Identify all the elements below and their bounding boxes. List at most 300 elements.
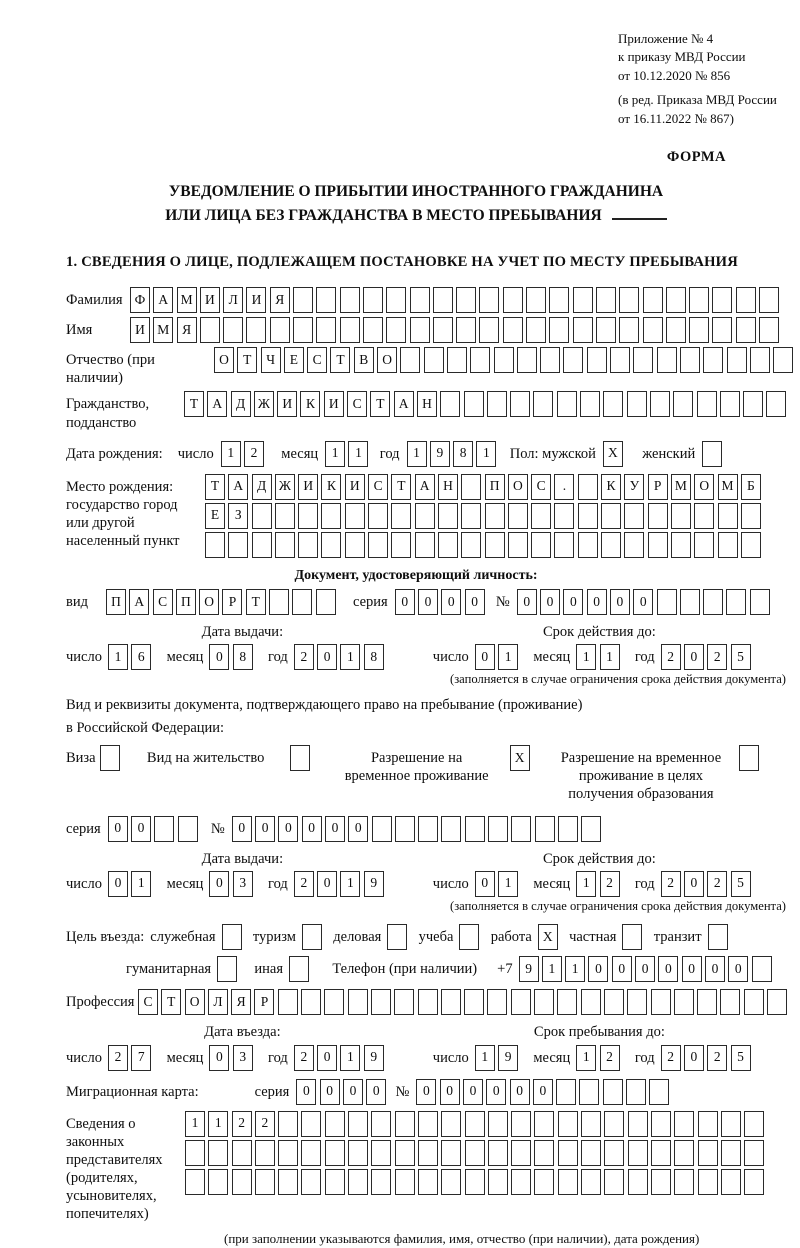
profession-cell[interactable] — [697, 989, 717, 1015]
birth-place-cell[interactable]: П — [485, 474, 505, 500]
resid-valid-day-cell[interactable]: 0 — [475, 871, 495, 897]
surname-cell[interactable]: Я — [270, 287, 290, 313]
birth-place-cell[interactable] — [694, 503, 714, 529]
birth-place-cell[interactable] — [694, 532, 714, 558]
birth-year-cell[interactable]: 1 — [476, 441, 496, 467]
surname-cell[interactable] — [410, 287, 430, 313]
stay-year-cell[interactable]: 5 — [731, 1045, 751, 1071]
migration-number-cell[interactable]: 0 — [440, 1079, 460, 1105]
phone-digit-cell[interactable]: 9 — [519, 956, 539, 982]
surname-cell[interactable] — [712, 287, 732, 313]
birth-place-cell[interactable]: Н — [438, 474, 458, 500]
representative-cell[interactable]: 1 — [208, 1111, 228, 1137]
representative-cell[interactable] — [534, 1140, 554, 1166]
representative-cell[interactable] — [208, 1169, 228, 1195]
valid-year-cell[interactable]: 2 — [661, 644, 681, 670]
birth-place-cell[interactable] — [391, 503, 411, 529]
profession-cell[interactable] — [301, 989, 321, 1015]
patronymic-cell[interactable] — [540, 347, 560, 373]
migration-number-cell[interactable] — [626, 1079, 646, 1105]
patronymic-cell[interactable] — [470, 347, 490, 373]
purpose-tourism-checkbox[interactable] — [302, 924, 322, 950]
birth-place-cell[interactable] — [741, 532, 761, 558]
surname-cell[interactable]: И — [200, 287, 220, 313]
patronymic-cell[interactable] — [727, 347, 747, 373]
phone-digit-cell[interactable]: 0 — [705, 956, 725, 982]
doc-number-cell[interactable] — [750, 589, 770, 615]
purpose-business-checkbox[interactable] — [387, 924, 407, 950]
birth-place-cell[interactable]: З — [228, 503, 248, 529]
valid-month-cell[interactable]: 1 — [576, 644, 596, 670]
profession-cell[interactable]: Р — [254, 989, 274, 1015]
valid-month-cell[interactable]: 1 — [600, 644, 620, 670]
profession-cell[interactable] — [651, 989, 671, 1015]
surname-cell[interactable] — [386, 287, 406, 313]
patronymic-cell[interactable] — [750, 347, 770, 373]
stay-month-cell[interactable]: 2 — [600, 1045, 620, 1071]
birth-month-cell[interactable]: 1 — [348, 441, 368, 467]
given-name-cell[interactable] — [549, 317, 569, 343]
representative-cell[interactable] — [744, 1169, 764, 1195]
valid-year-cell[interactable]: 2 — [707, 644, 727, 670]
representative-cell[interactable] — [488, 1140, 508, 1166]
birth-place-cell[interactable]: У — [624, 474, 644, 500]
profession-cell[interactable] — [627, 989, 647, 1015]
patronymic-cell[interactable]: С — [307, 347, 327, 373]
resid-number-cell[interactable] — [441, 816, 461, 842]
birth-place-cell[interactable]: К — [321, 474, 341, 500]
representative-cell[interactable] — [674, 1169, 694, 1195]
citizenship-cell[interactable] — [766, 391, 786, 417]
doc-number-cell[interactable] — [680, 589, 700, 615]
valid-day-cell[interactable]: 1 — [498, 644, 518, 670]
representative-cell[interactable] — [534, 1111, 554, 1137]
citizenship-cell[interactable]: Ж — [254, 391, 274, 417]
birth-place-cell[interactable]: Т — [391, 474, 411, 500]
given-name-cell[interactable] — [363, 317, 383, 343]
resid-number-cell[interactable] — [418, 816, 438, 842]
profession-cell[interactable]: Т — [161, 989, 181, 1015]
purpose-study-checkbox[interactable] — [459, 924, 479, 950]
resid-number-cell[interactable]: 0 — [302, 816, 322, 842]
birth-place-cell[interactable]: . — [554, 474, 574, 500]
resid-number-cell[interactable]: 0 — [325, 816, 345, 842]
birth-place-cell[interactable]: С — [531, 474, 551, 500]
migration-number-cell[interactable]: 0 — [510, 1079, 530, 1105]
profession-cell[interactable] — [767, 989, 787, 1015]
birth-place-cell[interactable]: Т — [205, 474, 225, 500]
citizenship-cell[interactable] — [650, 391, 670, 417]
resid-issue-year-cell[interactable]: 9 — [364, 871, 384, 897]
patronymic-cell[interactable] — [610, 347, 630, 373]
representative-cell[interactable] — [628, 1169, 648, 1195]
stay-month-cell[interactable]: 1 — [576, 1045, 596, 1071]
sex-female-checkbox[interactable] — [702, 441, 722, 467]
profession-cell[interactable] — [464, 989, 484, 1015]
given-name-cell[interactable]: И — [130, 317, 150, 343]
surname-cell[interactable] — [363, 287, 383, 313]
birth-place-cell[interactable] — [415, 503, 435, 529]
representative-cell[interactable] — [511, 1140, 531, 1166]
migration-series-cell[interactable]: 0 — [343, 1079, 363, 1105]
profession-cell[interactable] — [534, 989, 554, 1015]
migration-number-cell[interactable]: 0 — [486, 1079, 506, 1105]
resid-issue-day-cell[interactable]: 0 — [108, 871, 128, 897]
phone-digit-cell[interactable]: 0 — [635, 956, 655, 982]
profession-cell[interactable] — [744, 989, 764, 1015]
representative-cell[interactable] — [185, 1169, 205, 1195]
doc-type-cell[interactable] — [292, 589, 312, 615]
migration-number-cell[interactable] — [579, 1079, 599, 1105]
representative-cell[interactable] — [628, 1140, 648, 1166]
resid-number-cell[interactable] — [535, 816, 555, 842]
birth-place-cell[interactable] — [741, 503, 761, 529]
given-name-cell[interactable] — [759, 317, 779, 343]
given-name-cell[interactable] — [619, 317, 639, 343]
representative-cell[interactable] — [744, 1140, 764, 1166]
profession-cell[interactable] — [418, 989, 438, 1015]
profession-cell[interactable] — [487, 989, 507, 1015]
patronymic-cell[interactable] — [494, 347, 514, 373]
entry-day-cell[interactable]: 7 — [131, 1045, 151, 1071]
resid-series-cell[interactable]: 0 — [131, 816, 151, 842]
representative-cell[interactable] — [465, 1140, 485, 1166]
representative-cell[interactable] — [278, 1111, 298, 1137]
birth-place-cell[interactable] — [531, 532, 551, 558]
surname-cell[interactable] — [316, 287, 336, 313]
issue-year-cell[interactable]: 2 — [294, 644, 314, 670]
birth-place-cell[interactable] — [648, 503, 668, 529]
surname-cell[interactable]: М — [177, 287, 197, 313]
valid-year-cell[interactable]: 5 — [731, 644, 751, 670]
birth-place-cell[interactable] — [205, 532, 225, 558]
birth-place-cell[interactable] — [345, 503, 365, 529]
birth-year-cell[interactable]: 1 — [407, 441, 427, 467]
representative-cell[interactable] — [301, 1140, 321, 1166]
resid-issue-year-cell[interactable]: 2 — [294, 871, 314, 897]
birth-place-cell[interactable] — [554, 503, 574, 529]
resid-number-cell[interactable] — [511, 816, 531, 842]
birth-place-cell[interactable] — [275, 503, 295, 529]
representative-cell[interactable] — [651, 1140, 671, 1166]
representative-cell[interactable] — [371, 1169, 391, 1195]
birth-place-cell[interactable] — [648, 532, 668, 558]
patronymic-cell[interactable]: Т — [237, 347, 257, 373]
representative-cell[interactable] — [488, 1111, 508, 1137]
given-name-cell[interactable] — [736, 317, 756, 343]
given-name-cell[interactable] — [200, 317, 220, 343]
patronymic-cell[interactable] — [773, 347, 793, 373]
resid-series-cell[interactable] — [178, 816, 198, 842]
entry-month-cell[interactable]: 0 — [209, 1045, 229, 1071]
birth-place-cell[interactable] — [391, 532, 411, 558]
phone-digit-cell[interactable]: 0 — [728, 956, 748, 982]
citizenship-cell[interactable]: А — [207, 391, 227, 417]
birth-place-cell[interactable]: Б — [741, 474, 761, 500]
given-name-cell[interactable] — [433, 317, 453, 343]
birth-place-cell[interactable] — [298, 503, 318, 529]
representative-cell[interactable] — [348, 1111, 368, 1137]
given-name-cell[interactable] — [246, 317, 266, 343]
migration-series-cell[interactable]: 0 — [320, 1079, 340, 1105]
given-name-cell[interactable] — [340, 317, 360, 343]
given-name-cell[interactable] — [456, 317, 476, 343]
migration-series-cell[interactable]: 0 — [366, 1079, 386, 1105]
sex-male-checkbox[interactable]: X — [603, 441, 623, 467]
purpose-private-checkbox[interactable] — [622, 924, 642, 950]
birth-place-cell[interactable] — [578, 503, 598, 529]
representative-cell[interactable] — [301, 1111, 321, 1137]
representative-cell[interactable] — [395, 1140, 415, 1166]
profession-cell[interactable] — [278, 989, 298, 1015]
temp-residence-edu-checkbox[interactable] — [739, 745, 759, 771]
entry-year-cell[interactable]: 2 — [294, 1045, 314, 1071]
birth-place-cell[interactable] — [461, 474, 481, 500]
profession-cell[interactable] — [324, 989, 344, 1015]
doc-number-cell[interactable]: 0 — [517, 589, 537, 615]
issue-year-cell[interactable]: 0 — [317, 644, 337, 670]
birth-day-cell[interactable]: 2 — [244, 441, 264, 467]
birth-place-cell[interactable] — [624, 532, 644, 558]
doc-type-cell[interactable]: П — [176, 589, 196, 615]
patronymic-cell[interactable]: Ч — [261, 347, 281, 373]
representative-cell[interactable] — [674, 1140, 694, 1166]
given-name-cell[interactable] — [223, 317, 243, 343]
birth-place-cell[interactable] — [601, 532, 621, 558]
citizenship-cell[interactable] — [743, 391, 763, 417]
representative-cell[interactable] — [698, 1169, 718, 1195]
profession-cell[interactable] — [581, 989, 601, 1015]
profession-cell[interactable] — [674, 989, 694, 1015]
citizenship-cell[interactable] — [440, 391, 460, 417]
resid-valid-year-cell[interactable]: 5 — [731, 871, 751, 897]
birth-place-cell[interactable]: А — [228, 474, 248, 500]
given-name-cell[interactable]: Я — [177, 317, 197, 343]
birth-place-cell[interactable]: А — [415, 474, 435, 500]
representative-cell[interactable] — [558, 1140, 578, 1166]
birth-place-cell[interactable] — [508, 503, 528, 529]
doc-series-cell[interactable]: 0 — [465, 589, 485, 615]
resid-series-cell[interactable]: 0 — [108, 816, 128, 842]
citizenship-cell[interactable]: Т — [184, 391, 204, 417]
birth-year-cell[interactable]: 9 — [430, 441, 450, 467]
purpose-transit-checkbox[interactable] — [708, 924, 728, 950]
doc-number-cell[interactable] — [703, 589, 723, 615]
citizenship-cell[interactable] — [557, 391, 577, 417]
representative-cell[interactable] — [698, 1111, 718, 1137]
birth-place-cell[interactable] — [578, 532, 598, 558]
patronymic-cell[interactable]: Е — [284, 347, 304, 373]
birth-place-cell[interactable]: С — [368, 474, 388, 500]
birth-place-cell[interactable]: Р — [648, 474, 668, 500]
surname-cell[interactable] — [596, 287, 616, 313]
doc-type-cell[interactable] — [269, 589, 289, 615]
birth-place-cell[interactable] — [438, 532, 458, 558]
birth-place-cell[interactable] — [368, 532, 388, 558]
doc-series-cell[interactable]: 0 — [418, 589, 438, 615]
birth-place-cell[interactable]: О — [508, 474, 528, 500]
representative-cell[interactable] — [371, 1140, 391, 1166]
patronymic-cell[interactable] — [633, 347, 653, 373]
birth-place-cell[interactable]: М — [718, 474, 738, 500]
representative-cell[interactable] — [441, 1140, 461, 1166]
profession-cell[interactable]: О — [185, 989, 205, 1015]
citizenship-cell[interactable] — [580, 391, 600, 417]
representative-cell[interactable] — [465, 1111, 485, 1137]
representative-cell[interactable] — [721, 1140, 741, 1166]
citizenship-cell[interactable]: К — [300, 391, 320, 417]
birth-place-cell[interactable] — [671, 532, 691, 558]
resid-number-cell[interactable] — [372, 816, 392, 842]
given-name-cell[interactable] — [689, 317, 709, 343]
doc-type-cell[interactable]: А — [129, 589, 149, 615]
given-name-cell[interactable] — [666, 317, 686, 343]
representative-cell[interactable] — [744, 1111, 764, 1137]
representative-cell[interactable] — [511, 1111, 531, 1137]
resid-issue-year-cell[interactable]: 1 — [340, 871, 360, 897]
citizenship-cell[interactable] — [510, 391, 530, 417]
representative-cell[interactable] — [325, 1111, 345, 1137]
valid-year-cell[interactable]: 0 — [684, 644, 704, 670]
surname-cell[interactable] — [456, 287, 476, 313]
birth-place-cell[interactable]: И — [298, 474, 318, 500]
given-name-cell[interactable] — [596, 317, 616, 343]
doc-number-cell[interactable]: 0 — [563, 589, 583, 615]
surname-cell[interactable]: А — [153, 287, 173, 313]
representative-cell[interactable] — [255, 1140, 275, 1166]
representative-cell[interactable] — [371, 1111, 391, 1137]
resid-issue-day-cell[interactable]: 1 — [131, 871, 151, 897]
profession-cell[interactable] — [511, 989, 531, 1015]
birth-place-cell[interactable] — [718, 532, 738, 558]
surname-cell[interactable] — [689, 287, 709, 313]
birth-place-cell[interactable] — [578, 474, 598, 500]
resid-valid-month-cell[interactable]: 1 — [576, 871, 596, 897]
surname-cell[interactable] — [619, 287, 639, 313]
stay-day-cell[interactable]: 1 — [475, 1045, 495, 1071]
entry-day-cell[interactable]: 2 — [108, 1045, 128, 1071]
given-name-cell[interactable] — [479, 317, 499, 343]
given-name-cell[interactable] — [573, 317, 593, 343]
citizenship-cell[interactable]: А — [394, 391, 414, 417]
birth-place-cell[interactable] — [321, 503, 341, 529]
citizenship-cell[interactable]: И — [277, 391, 297, 417]
representative-cell[interactable] — [674, 1111, 694, 1137]
phone-digit-cell[interactable]: 1 — [565, 956, 585, 982]
patronymic-cell[interactable] — [680, 347, 700, 373]
resid-number-cell[interactable]: 0 — [232, 816, 252, 842]
purpose-humanitarian-checkbox[interactable] — [217, 956, 237, 982]
birth-place-cell[interactable] — [601, 503, 621, 529]
stay-year-cell[interactable]: 2 — [661, 1045, 681, 1071]
purpose-work-checkbox[interactable]: X — [538, 924, 558, 950]
patronymic-cell[interactable] — [517, 347, 537, 373]
birth-place-cell[interactable] — [345, 532, 365, 558]
visa-checkbox[interactable] — [100, 745, 120, 771]
given-name-cell[interactable] — [270, 317, 290, 343]
patronymic-cell[interactable] — [703, 347, 723, 373]
migration-number-cell[interactable]: 0 — [463, 1079, 483, 1105]
profession-cell[interactable]: Л — [208, 989, 228, 1015]
resid-number-cell[interactable] — [488, 816, 508, 842]
issue-year-cell[interactable]: 8 — [364, 644, 384, 670]
citizenship-cell[interactable] — [464, 391, 484, 417]
representative-cell[interactable] — [441, 1169, 461, 1195]
representative-cell[interactable] — [651, 1111, 671, 1137]
representative-cell[interactable] — [348, 1140, 368, 1166]
given-name-cell[interactable] — [293, 317, 313, 343]
birth-year-cell[interactable]: 8 — [453, 441, 473, 467]
residence-permit-checkbox[interactable] — [290, 745, 310, 771]
representative-cell[interactable] — [232, 1169, 252, 1195]
doc-type-cell[interactable]: О — [199, 589, 219, 615]
given-name-cell[interactable] — [526, 317, 546, 343]
citizenship-cell[interactable]: Т — [370, 391, 390, 417]
representative-cell[interactable] — [232, 1140, 252, 1166]
resid-number-cell[interactable] — [395, 816, 415, 842]
representative-cell[interactable] — [418, 1169, 438, 1195]
representative-cell[interactable] — [418, 1111, 438, 1137]
resid-issue-month-cell[interactable]: 3 — [233, 871, 253, 897]
birth-place-cell[interactable]: К — [601, 474, 621, 500]
resid-number-cell[interactable]: 0 — [278, 816, 298, 842]
phone-digit-cell[interactable]: 0 — [612, 956, 632, 982]
doc-number-cell[interactable]: 0 — [540, 589, 560, 615]
profession-cell[interactable] — [557, 989, 577, 1015]
migration-number-cell[interactable] — [649, 1079, 669, 1105]
doc-series-cell[interactable]: 0 — [441, 589, 461, 615]
purpose-official-checkbox[interactable] — [222, 924, 242, 950]
patronymic-cell[interactable]: Т — [330, 347, 350, 373]
birth-place-cell[interactable] — [508, 532, 528, 558]
birth-place-cell[interactable] — [275, 532, 295, 558]
citizenship-cell[interactable] — [533, 391, 553, 417]
birth-place-cell[interactable] — [368, 503, 388, 529]
surname-cell[interactable] — [503, 287, 523, 313]
representative-cell[interactable] — [628, 1111, 648, 1137]
representative-cell[interactable]: 2 — [255, 1111, 275, 1137]
citizenship-cell[interactable] — [673, 391, 693, 417]
patronymic-cell[interactable] — [424, 347, 444, 373]
representative-cell[interactable] — [581, 1140, 601, 1166]
surname-cell[interactable] — [293, 287, 313, 313]
citizenship-cell[interactable] — [627, 391, 647, 417]
representative-cell[interactable] — [185, 1140, 205, 1166]
stay-year-cell[interactable]: 0 — [684, 1045, 704, 1071]
surname-cell[interactable]: Ф — [130, 287, 150, 313]
birth-place-cell[interactable] — [415, 532, 435, 558]
doc-type-cell[interactable]: С — [153, 589, 173, 615]
birth-place-cell[interactable]: И — [345, 474, 365, 500]
birth-place-cell[interactable] — [252, 503, 272, 529]
representative-cell[interactable] — [395, 1169, 415, 1195]
representative-cell[interactable] — [698, 1140, 718, 1166]
surname-cell[interactable] — [666, 287, 686, 313]
resid-number-cell[interactable] — [558, 816, 578, 842]
resid-valid-year-cell[interactable]: 2 — [661, 871, 681, 897]
given-name-cell[interactable] — [316, 317, 336, 343]
birth-place-cell[interactable] — [485, 532, 505, 558]
representative-cell[interactable] — [208, 1140, 228, 1166]
phone-digit-cell[interactable]: 0 — [588, 956, 608, 982]
resid-valid-year-cell[interactable]: 0 — [684, 871, 704, 897]
birth-place-cell[interactable] — [485, 503, 505, 529]
representative-cell[interactable] — [604, 1140, 624, 1166]
migration-number-cell[interactable]: 0 — [533, 1079, 553, 1105]
citizenship-cell[interactable] — [603, 391, 623, 417]
profession-cell[interactable] — [348, 989, 368, 1015]
issue-day-cell[interactable]: 1 — [108, 644, 128, 670]
